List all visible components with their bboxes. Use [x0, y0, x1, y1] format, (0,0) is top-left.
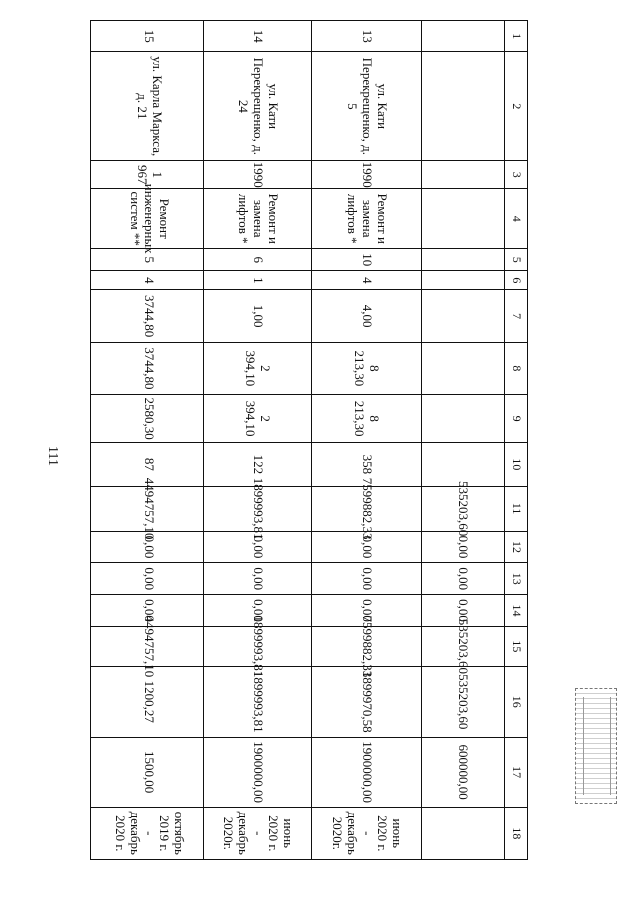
- table-column-12: [91, 531, 527, 563]
- table-cell: 2580,30: [95, 395, 204, 442]
- table-cell: 0,00: [95, 532, 204, 563]
- table-cell: 122: [204, 443, 312, 486]
- table-cell: 1: [204, 271, 312, 289]
- table-cell: [422, 52, 505, 160]
- table-column-8: [91, 342, 527, 394]
- table-cell: [422, 395, 505, 442]
- table-cell: 0,00: [95, 595, 204, 626]
- registration-stamp: [575, 688, 617, 804]
- table-cell: июнь 2020 г. - декабрь 2020г.: [312, 808, 422, 859]
- column-header-13: 13: [509, 572, 524, 585]
- column-header-2: 2: [509, 103, 524, 110]
- table-cell: 3744,80: [95, 343, 204, 394]
- table-cell: 8 213,30: [312, 395, 422, 442]
- table-column-15: [91, 615, 527, 678]
- table-cell: 4: [312, 271, 422, 289]
- table-cell: 13: [312, 21, 422, 51]
- table-cell: 4494757,10: [95, 627, 204, 666]
- table-cell: 1899993,81: [204, 487, 312, 531]
- table-cell: 535203,60: [422, 627, 505, 666]
- table-cell: Ремонт и замена лифтов *: [312, 189, 422, 248]
- table-column-2: [91, 51, 527, 160]
- table-cell: 0,00: [312, 595, 422, 626]
- column-header-5: 5: [509, 256, 524, 263]
- table-cell: 14: [204, 21, 312, 51]
- table-cell: июнь 2020 г. - декабрь 2020г.: [204, 808, 312, 859]
- table-column-18: [91, 807, 527, 859]
- table-cell: 1200,27: [95, 667, 204, 737]
- table-cell: 1899993,81: [204, 627, 312, 666]
- table-column-1: [91, 21, 527, 51]
- table-cell: 15: [95, 21, 204, 51]
- table-cell: 0,00: [312, 532, 422, 563]
- table-column-11: [91, 477, 527, 540]
- table-column-16: [91, 666, 527, 737]
- table-cell: [422, 249, 505, 270]
- column-header-3: 3: [509, 171, 524, 178]
- column-header-1: 1: [509, 33, 524, 40]
- table-cell: 0,00: [95, 563, 204, 594]
- table-cell: 6: [204, 249, 312, 270]
- column-header-17: 17: [509, 766, 524, 779]
- table-cell: 0,00: [204, 563, 312, 594]
- table-column-13: [91, 562, 527, 594]
- column-header-8: 8: [509, 365, 524, 372]
- table-cell: 87: [95, 443, 204, 486]
- table-column-9: [91, 394, 527, 442]
- column-header-7: 7: [509, 313, 524, 320]
- table-cell: 7599882,33: [312, 487, 422, 531]
- table-cell: 1,00: [204, 290, 312, 341]
- column-header-6: 6: [509, 277, 524, 284]
- table-cell: 535203,60: [422, 667, 505, 737]
- column-header-11: 11: [509, 502, 524, 515]
- table-cell: 535203,60: [422, 487, 505, 531]
- table-cell: октябрь 2019 г. - декабрь 2020 г.: [95, 808, 204, 859]
- table-cell: 600000,00: [422, 738, 505, 807]
- column-header-10: 10: [509, 458, 524, 471]
- table-cell: 3744,80: [95, 290, 204, 341]
- column-header-14: 14: [509, 604, 524, 617]
- column-header-18: 18: [509, 827, 524, 840]
- table-cell: [422, 343, 505, 394]
- column-header-9: 9: [509, 415, 524, 422]
- table-cell: Ремонт инженерных систем **: [95, 189, 204, 248]
- table-cell: ул. Кати Перекрещенко, д. 5: [312, 52, 422, 160]
- table-cell: 0,00: [312, 563, 422, 594]
- table-cell: 1990: [312, 161, 422, 188]
- table-cell: ул. Карла Маркса, д. 21: [95, 52, 204, 160]
- table-column-7: [91, 289, 527, 341]
- stamp-lines: [583, 697, 611, 795]
- table-cell: 1899993,81: [204, 667, 312, 737]
- table-cell: 0,00: [204, 532, 312, 563]
- table-cell: 2 394,10: [204, 395, 312, 442]
- table-cell: 4,00: [312, 290, 422, 341]
- column-header-12: 12: [509, 541, 524, 554]
- table-cell: 1 967: [95, 161, 204, 188]
- table-cell: 5: [95, 249, 204, 270]
- table-cell: 1900000,00: [204, 738, 312, 807]
- column-header-15: 15: [509, 640, 524, 653]
- table-cell: ул. Кати Перекрещенко, д. 24: [204, 52, 312, 160]
- table-cell: 0,00: [204, 595, 312, 626]
- table-cell: 358: [312, 443, 422, 486]
- table-cell: 0,00: [422, 532, 505, 563]
- table-cell: 1500,00: [95, 738, 204, 807]
- column-header-4: 4: [509, 215, 524, 222]
- page-number: 111: [45, 446, 60, 466]
- table-cell: 0,00: [422, 563, 505, 594]
- table-column-4: [91, 183, 527, 254]
- table-cell: 2 394,10: [204, 343, 312, 394]
- table-cell: [422, 189, 505, 248]
- table-cell: [422, 271, 505, 289]
- table-cell: 7599882,33: [312, 627, 422, 666]
- table-column-6: [91, 270, 527, 289]
- table-cell: [422, 443, 505, 486]
- data-table: [90, 20, 528, 860]
- document-table-area: [90, 20, 528, 860]
- table-cell: 0,00: [422, 595, 505, 626]
- column-header-16: 16: [509, 695, 524, 708]
- table-cell: 1990: [204, 161, 312, 188]
- table-cell: 1899970,58: [312, 667, 422, 737]
- table-cell: Ремонт и замена лифтов *: [204, 189, 312, 248]
- table-cell: 10: [312, 249, 422, 270]
- table-column-5: [91, 248, 527, 270]
- table-cell: 8 213,30: [312, 343, 422, 394]
- table-column-17: [91, 737, 527, 807]
- table-cell: [422, 21, 505, 51]
- table-cell: [422, 161, 505, 188]
- table-cell: [422, 808, 505, 859]
- table-cell: 4494757,10: [95, 487, 204, 531]
- table-cell: 1900000,00: [312, 738, 422, 807]
- table-cell: 4: [95, 271, 204, 289]
- table-cell: [422, 290, 505, 341]
